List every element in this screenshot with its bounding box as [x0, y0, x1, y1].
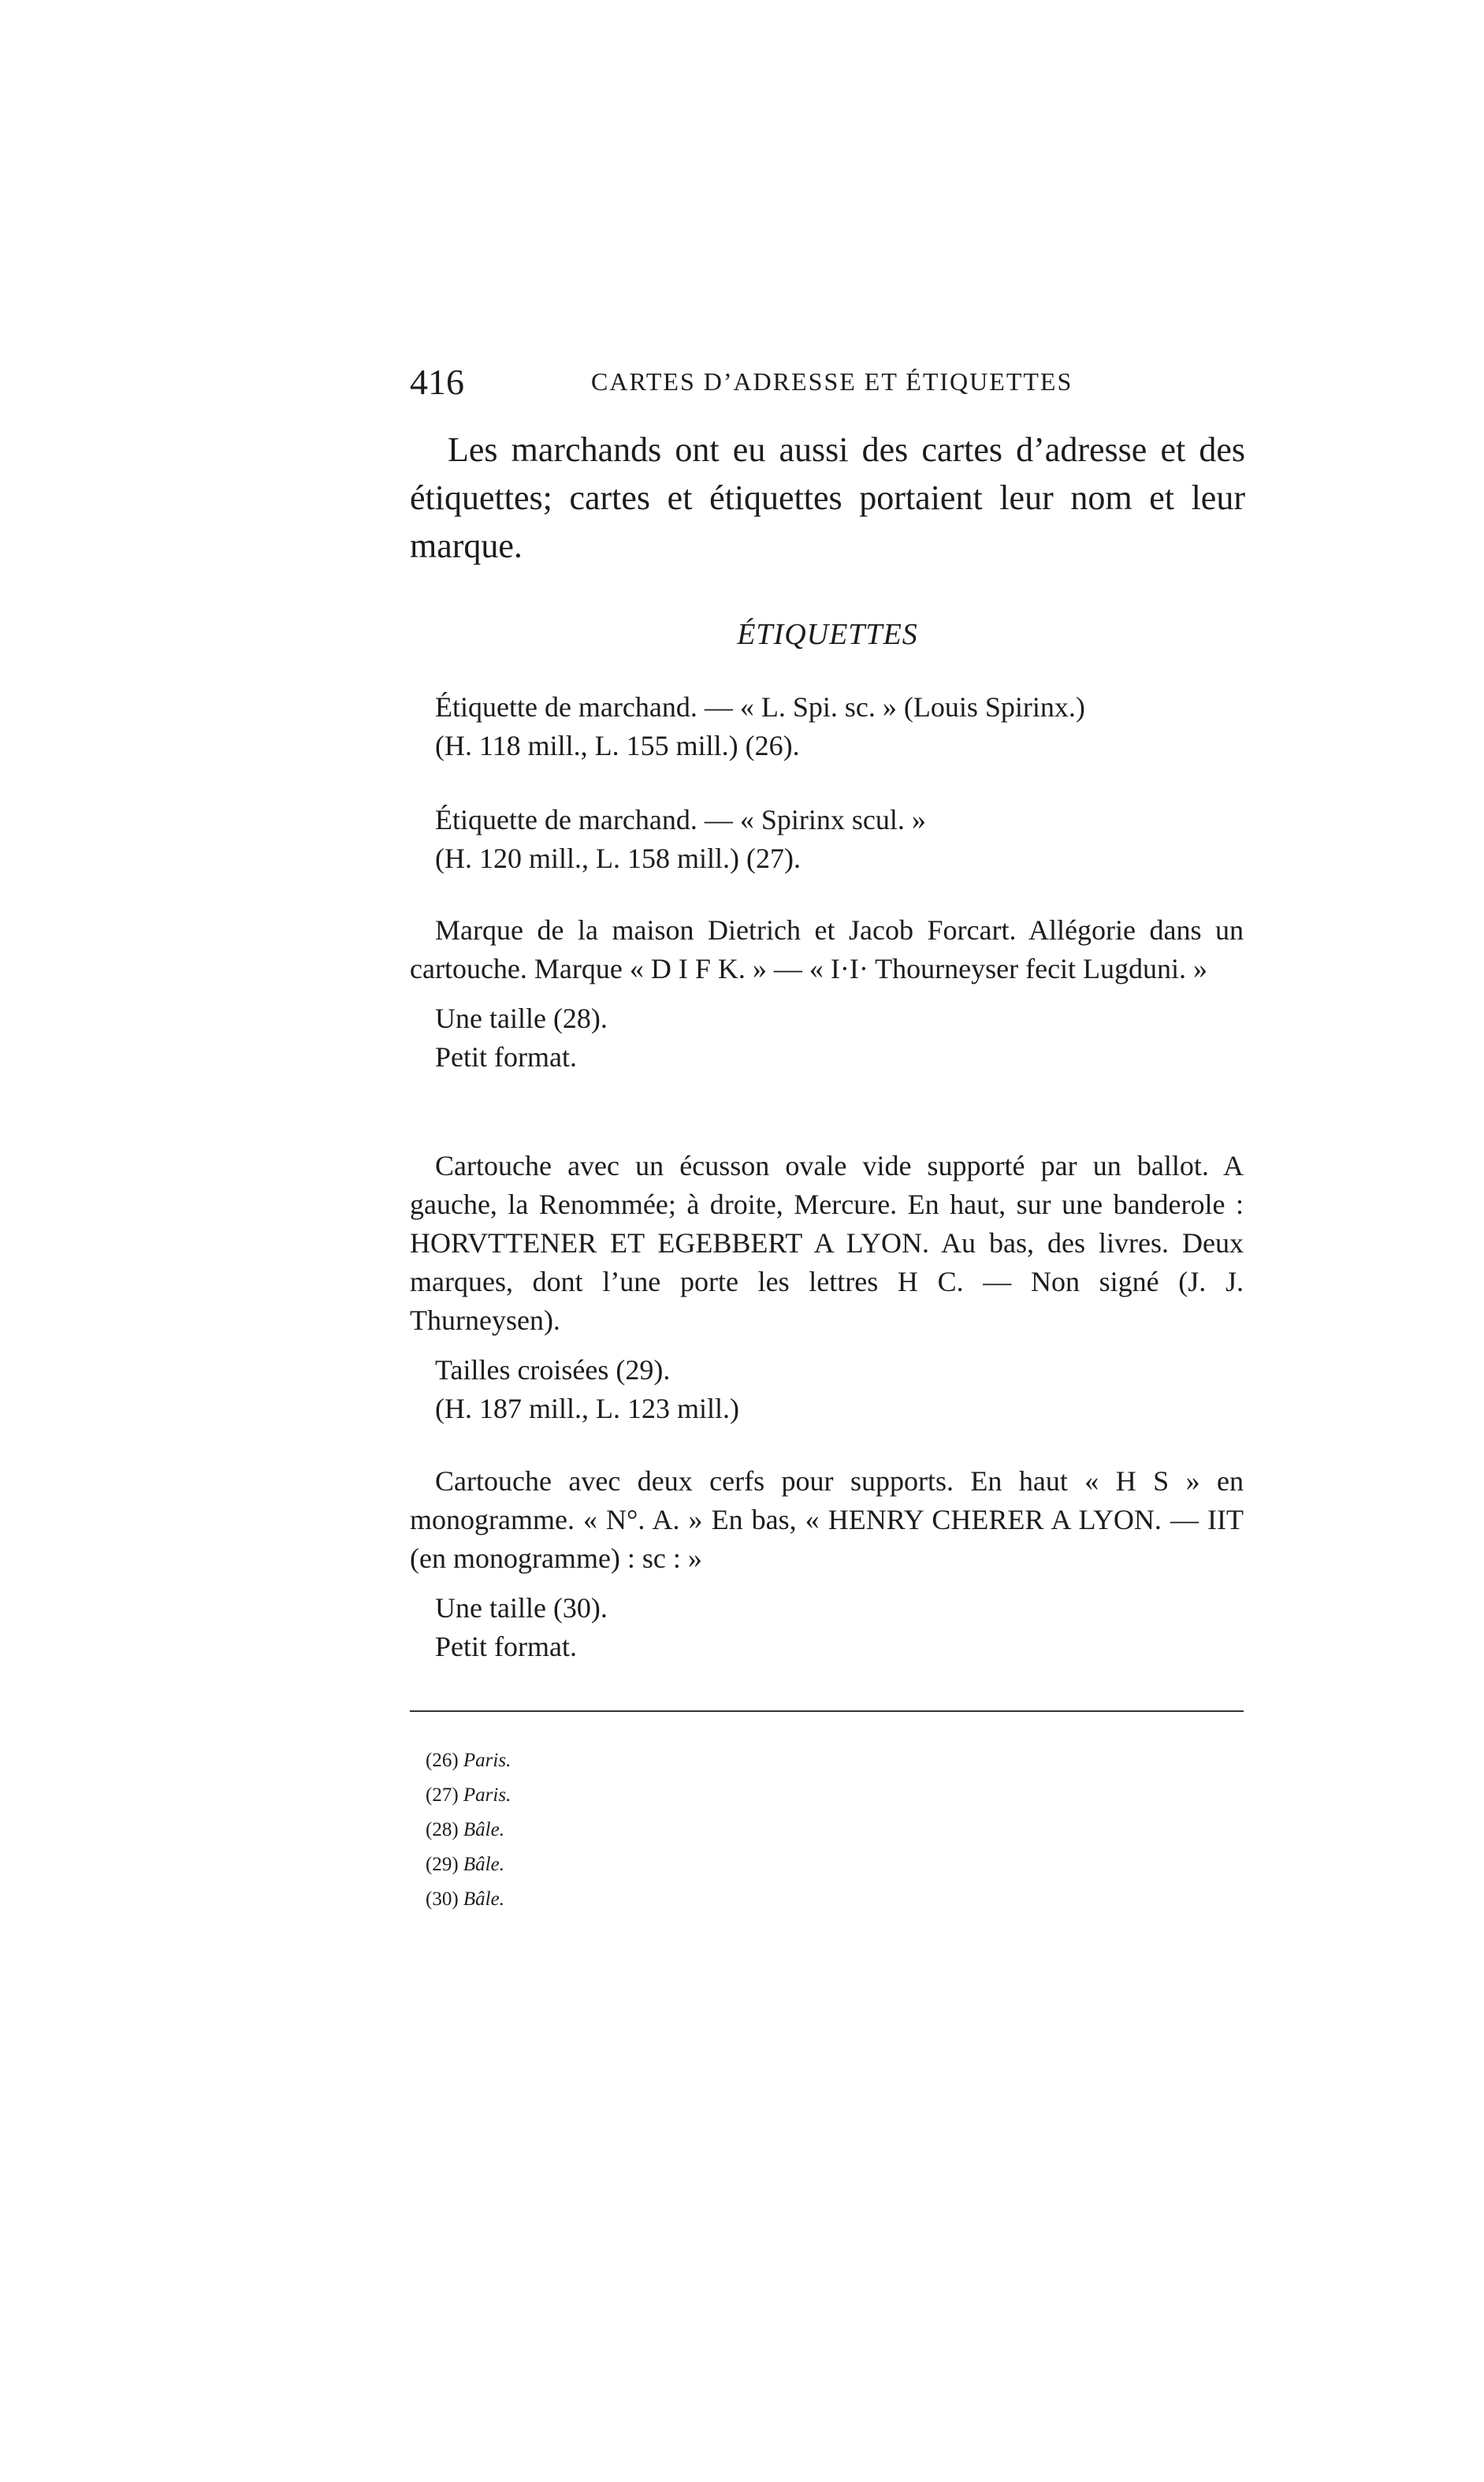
footnote-place: Bâle.	[463, 1819, 504, 1840]
footnotes	[426, 1743, 511, 1917]
footnote-number: (26)	[426, 1750, 459, 1771]
footnote	[426, 1882, 511, 1917]
entry-26	[410, 688, 1244, 765]
entry-line: Tailles croisées (29).	[435, 1354, 671, 1386]
entry-30	[410, 1462, 1244, 1666]
intro-paragraph: Les marchands ont eu aussi des cartes d’adresse et des étiquettes; cartes et étiquettes portaient leur nom et leur marque.	[410, 430, 1245, 565]
entry-description: Cartouche avec un écusson ovale vide supporté par un ballot. A gauche, la Renommée; à droite, Mercure. En haut, sur une banderole : HORVTTENER ET EGEBBERT A LYON. Au bas, des livres. Deux marques, dont l’une porte les lettres H C. — Non signé (J. J. Thurneysen).	[410, 1150, 1244, 1336]
footnote-place: Bâle.	[463, 1888, 504, 1910]
footnote	[426, 1778, 511, 1813]
entry-29	[410, 1147, 1244, 1428]
footnote	[426, 1743, 511, 1778]
entry-line: Petit format.	[435, 1631, 577, 1662]
entry-line: Étiquette de marchand. — « Spirinx scul. »	[435, 804, 926, 835]
footnote-number: (29)	[426, 1854, 459, 1875]
footnote-number: (27)	[426, 1784, 459, 1806]
footnote	[426, 1848, 511, 1882]
entry-line: Étiquette de marchand. — « L. Spi. sc. » (Louis Spirinx.)	[435, 691, 1085, 723]
entry-27	[410, 801, 1244, 878]
section-heading: ÉTIQUETTES	[737, 618, 918, 651]
footnote-place: Paris.	[463, 1750, 511, 1771]
footnote-place: Bâle.	[463, 1854, 504, 1875]
page-number: 416	[410, 362, 464, 402]
footnote	[426, 1813, 511, 1848]
footnote-rule	[410, 1710, 1244, 1712]
entry-line: (H. 118 mill., L. 155 mill.) (26).	[435, 730, 800, 761]
footnote-place: Paris.	[463, 1784, 511, 1806]
footnote-number: (28)	[426, 1819, 459, 1840]
entry-line: Une taille (30).	[435, 1592, 608, 1624]
entry-line: (H. 187 mill., L. 123 mill.)	[435, 1393, 739, 1424]
entry-line: Une taille (28).	[435, 1003, 608, 1034]
entry-line: Petit format.	[435, 1041, 577, 1073]
entry-line: (H. 120 mill., L. 158 mill.) (27).	[435, 843, 801, 874]
entry-description: Marque de la maison Dietrich et Jacob Forcart. Allégorie dans un cartouche. Marque « D I F K. » — « I·I· Thourneyser fecit Lugduni. »	[410, 914, 1244, 984]
footnote-number: (30)	[426, 1888, 459, 1910]
entry-28	[410, 911, 1244, 1077]
running-head: CARTES D’ADRESSE ET ÉTIQUETTES	[591, 367, 1073, 396]
entry-description: Cartouche avec deux cerfs pour supports. En haut « H S » en monogramme. « N°. A. » En bas, « HENRY CHERER A LYON. — IIT (en monogramme) : sc : »	[410, 1465, 1244, 1574]
